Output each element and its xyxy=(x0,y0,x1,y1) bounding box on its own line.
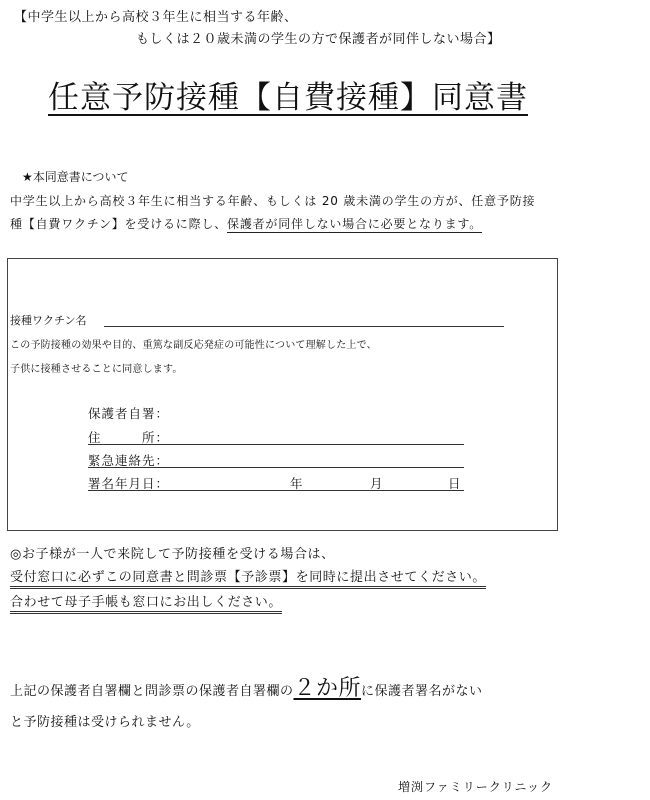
clinic-name: 増渕ファミリークリニック xyxy=(398,780,554,794)
about-text-plain: 種【自費ワクチン】を受けるに際し、 xyxy=(10,217,228,231)
warning-line-1 xyxy=(10,674,483,707)
warning-text-before: 上記の保護者自署欄と問診票の保護者自署欄の xyxy=(10,684,294,699)
warning-text-after: に保護者署名がない xyxy=(361,684,483,699)
signature-date-field[interactable] xyxy=(88,490,464,491)
emergency-contact-field[interactable] xyxy=(88,467,464,468)
address-field[interactable] xyxy=(88,444,464,445)
month-label: 月 xyxy=(370,476,384,491)
about-text-underlined: 保護者が同伴しない場合に必要となります。 xyxy=(227,217,483,231)
header-line-1: 【中学生以上から高校３年生に相当する年齢、 xyxy=(14,10,298,25)
about-heading: ★本同意書について xyxy=(22,170,129,184)
document-title: 任意予防接種【自費接種】同意書 xyxy=(48,80,528,116)
vaccine-name-label: 接種ワクチン名 xyxy=(10,314,87,327)
about-text-line-1: 中学生以上から高校３年生に相当する年齢、もしくは 20 歳未満の学生の方が、任意予防接 xyxy=(10,194,536,208)
year-label: 年 xyxy=(290,476,304,491)
address-label: 住 所： xyxy=(88,430,170,445)
day-label: 日 xyxy=(448,476,462,491)
signature-date-label: 署名年月日： xyxy=(88,476,170,491)
warning-line-2: と予防接種は受けられません。 xyxy=(10,715,200,730)
header-line-2: もしくは２０歳未満の学生の方で保護者が同伴しない場合】 xyxy=(136,32,501,47)
warning-emphasis: ２か所 xyxy=(293,676,362,701)
notice-line-2: 受付窓口に必ずこの同意書と問診票【予診票】を同時に提出させてください。 xyxy=(10,566,486,589)
guardian-signature-label: 保護者自署： xyxy=(88,406,170,421)
consent-statement-2: 子供に接種させることに同意します。 xyxy=(10,364,183,375)
about-text-line-2 xyxy=(10,215,482,232)
vaccine-name-field[interactable] xyxy=(104,326,504,327)
consent-statement-1: この予防接種の効果や目的、重篤な副反応発症の可能性について理解した上で、 xyxy=(10,340,377,351)
notice-line-1: ◎お子様が一人で来院して予防接種を受ける場合は、 xyxy=(10,547,335,562)
emergency-contact-label: 緊急連絡先： xyxy=(88,453,170,468)
notice-line-3: 合わせて母子手帳も窓口にお出しください。 xyxy=(10,591,282,614)
